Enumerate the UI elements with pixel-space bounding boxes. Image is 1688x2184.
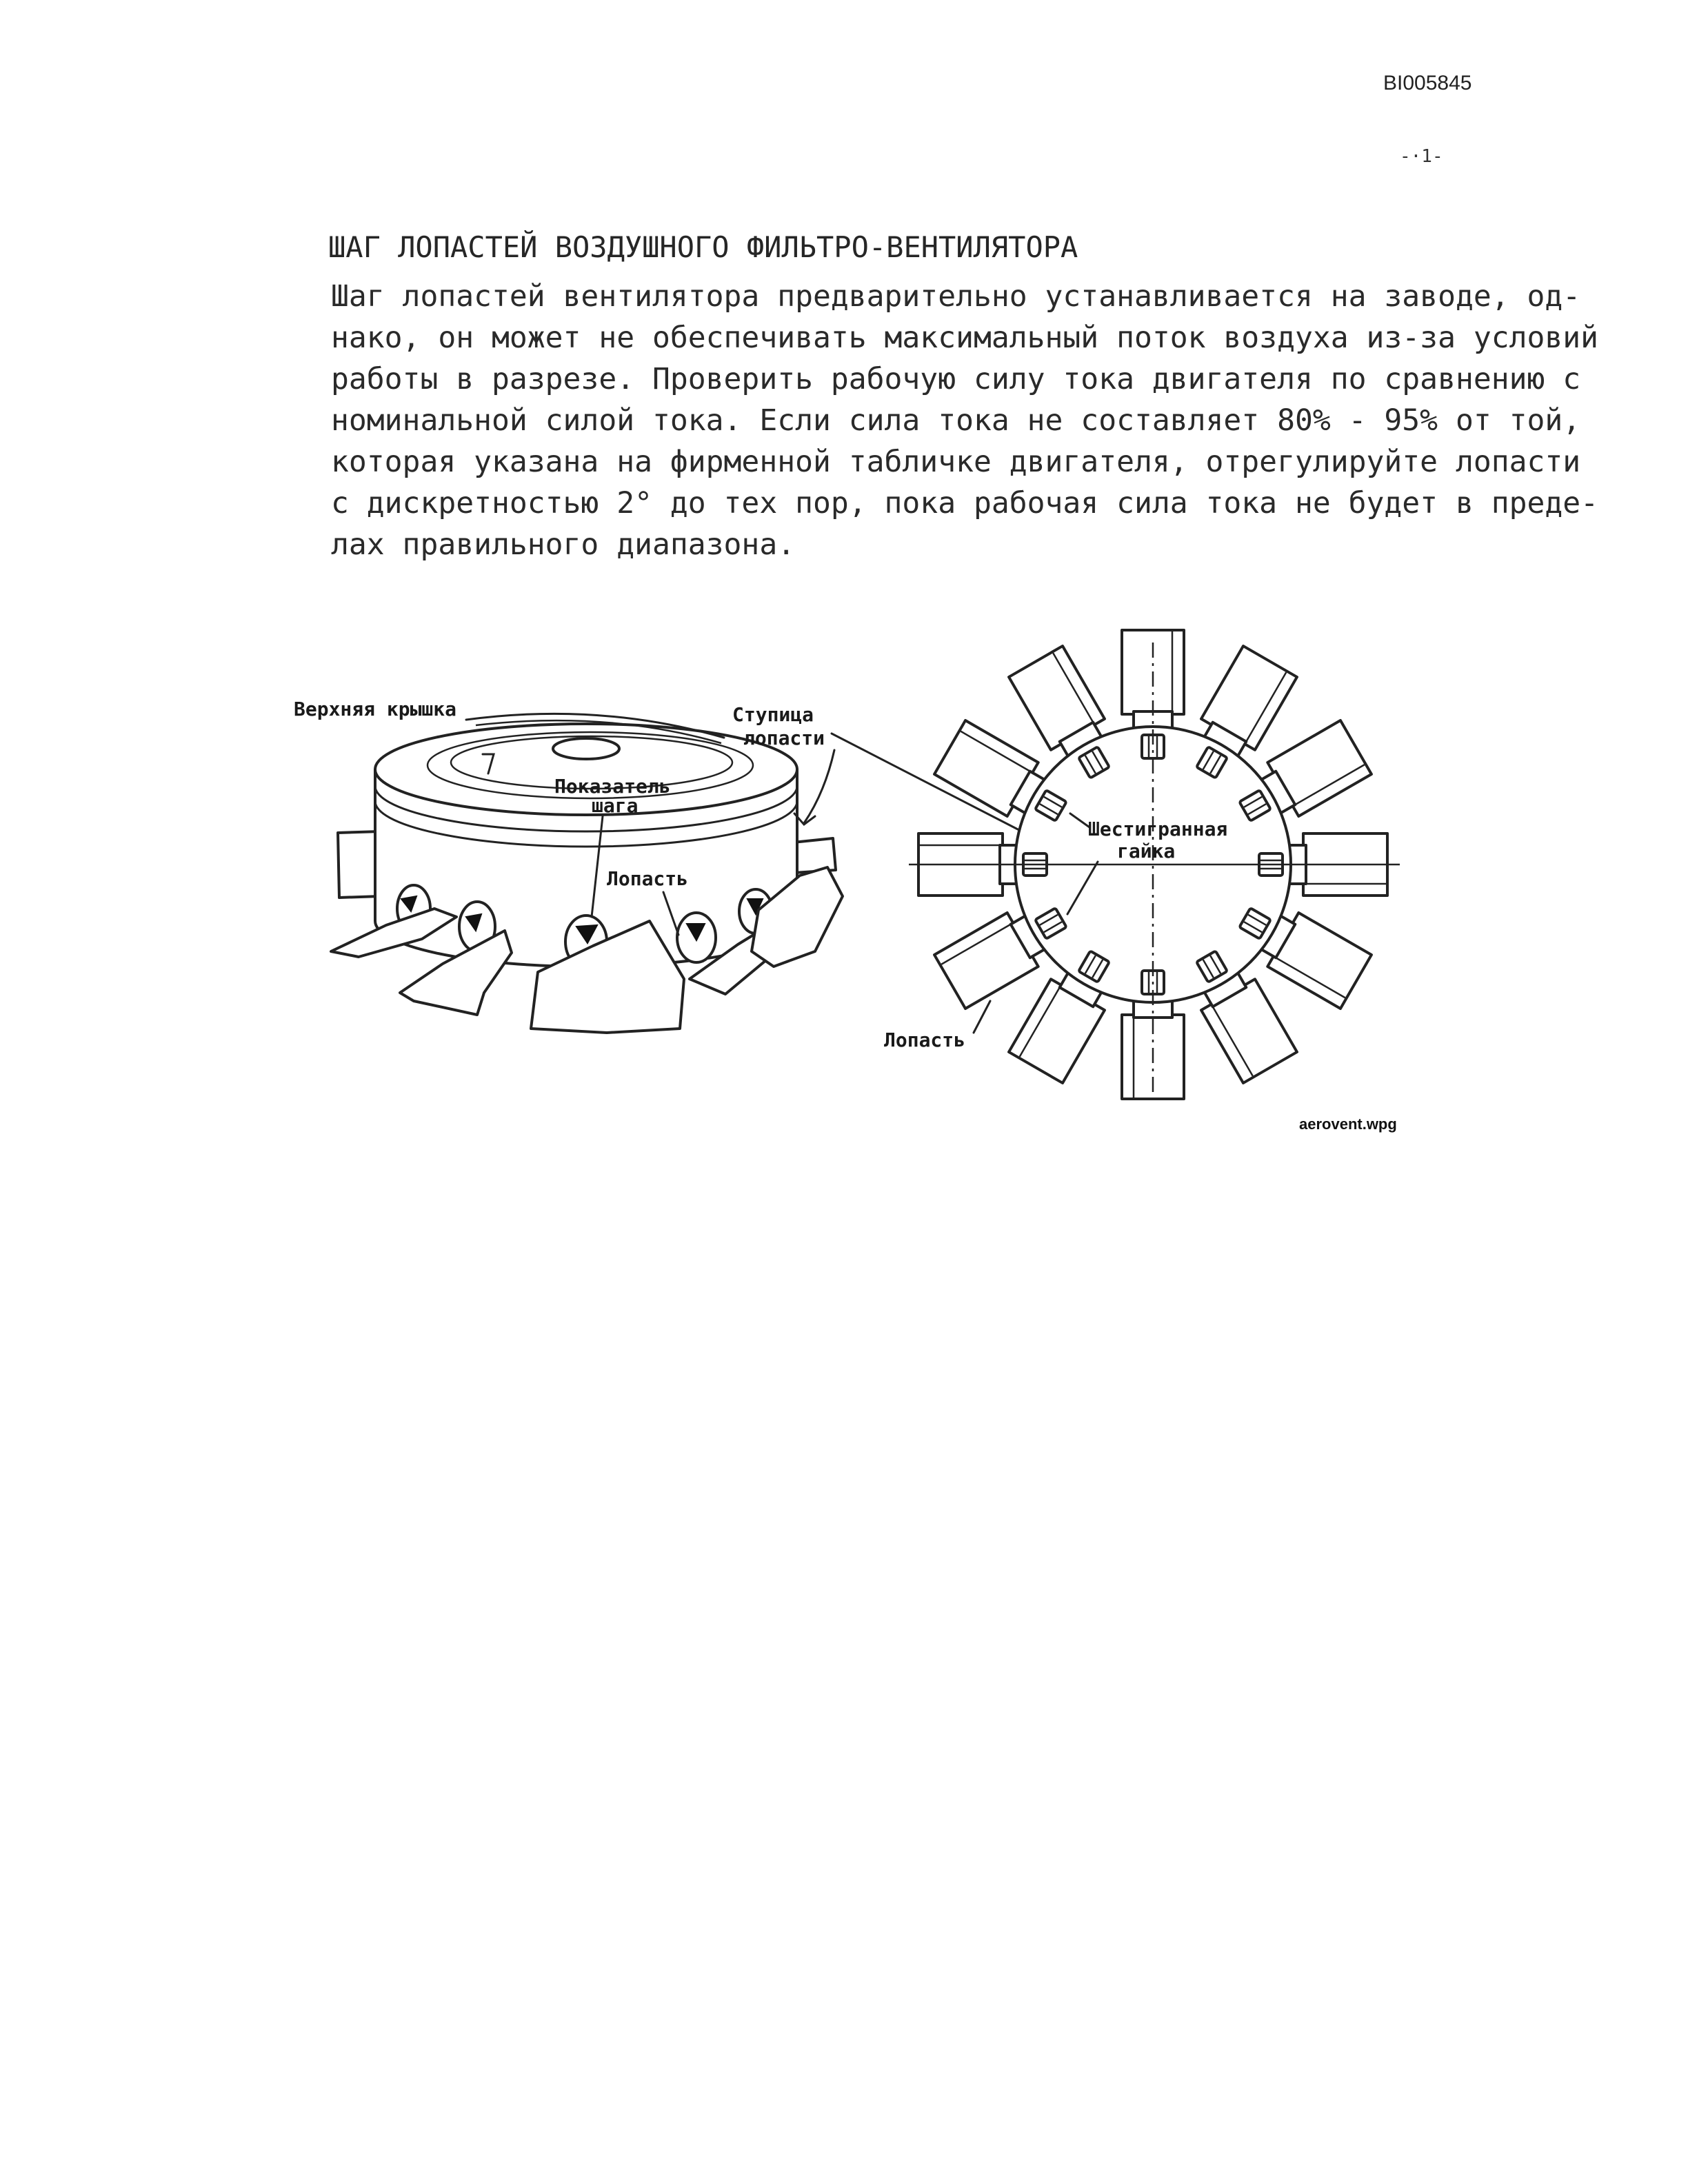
blade-edge-right	[793, 838, 836, 873]
hub-label-line: лопасти	[743, 727, 825, 749]
body-line: номинальной силой тока. Если сила тока не составляет 80% - 95% от той,	[331, 403, 1581, 438]
top-cover-hole	[553, 738, 619, 759]
body-line: с дискретностью 2° до тех пор, пока рабочая сила тока не будет в преде-	[331, 486, 1599, 520]
document-id: BI005845	[1383, 72, 1472, 94]
pitch-indicator-label-line: Показатель	[554, 775, 671, 798]
body-line: нако, он может не обеспечивать максимальный поток воздуха из-за условий	[331, 321, 1599, 355]
hub-label-line: Ступица	[732, 703, 814, 726]
blade-leader-right	[974, 1001, 990, 1033]
hub-leader-down	[804, 750, 834, 823]
page-title: ШАГ ЛОПАСТЕЙ ВОЗДУШНОГО ФИЛЬТРО-ВЕНТИЛЯТОРА	[328, 230, 1078, 264]
pitch-indicator-label-line: шага	[592, 794, 639, 817]
hex-nut-label-line: Шестигранная	[1088, 818, 1228, 840]
figure-file-name: aerovent.wpg	[1299, 1115, 1397, 1133]
body-line: которая указана на фирменной табличке двигателя, отрегулируйте лопасти	[331, 445, 1581, 479]
hub-top-view-drawing	[832, 630, 1400, 1133]
blade-label-left: Лопасть	[607, 867, 689, 890]
top-cover-label: Верхняя крышка	[294, 698, 457, 720]
fan-blade-figure	[0, 607, 1688, 1158]
body-line: работы в разрезе. Проверить рабочую силу тока двигателя по сравнению с	[331, 362, 1581, 396]
blade-label-right: Лопасть	[884, 1029, 966, 1051]
hex-nut-label-line: гайка	[1117, 840, 1176, 862]
body-line: Шаг лопастей вентилятора предварительно устанавливается на заводе, од-	[331, 279, 1581, 314]
body-line: лах правильного диапазона.	[331, 527, 796, 562]
page-number: -·1-	[1400, 146, 1443, 167]
body-paragraph	[331, 276, 1598, 565]
hub-perspective-drawing	[294, 698, 843, 1033]
